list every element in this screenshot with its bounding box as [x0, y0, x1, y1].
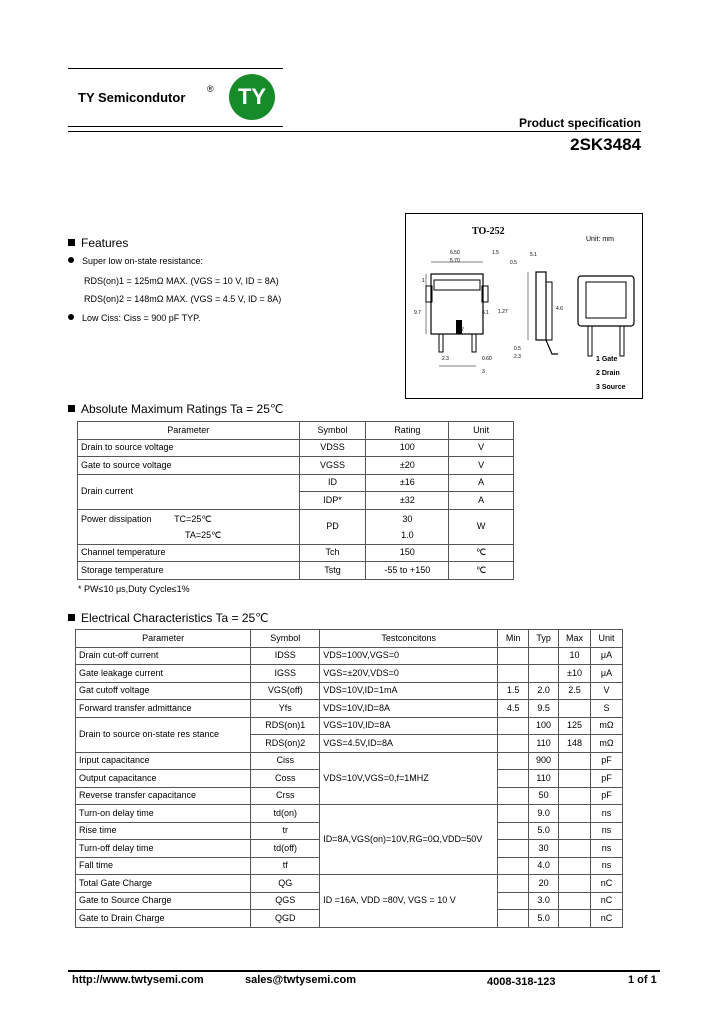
- param-cell: Drain current: [78, 474, 300, 509]
- dim-2-3: 2.3: [442, 356, 449, 362]
- abs-max-heading: Absolute Maximum Ratings Ta = 25℃: [68, 402, 283, 416]
- dim-4-6: 4.6: [556, 306, 563, 312]
- unit-cell: A: [449, 474, 514, 492]
- unit-cell: ℃: [449, 544, 514, 562]
- brand-name: TY Semicondutor: [78, 90, 186, 105]
- typ-cell: 5.0: [529, 910, 559, 928]
- table-row: [76, 805, 623, 823]
- condition-cell: VGS=±20V,VDS=0: [320, 665, 498, 683]
- unit-cell: nC: [591, 875, 623, 893]
- pin-2-drain: 2 Drain: [596, 370, 620, 377]
- min-cell: 4.5: [498, 700, 529, 718]
- col-header: Parameter: [76, 630, 251, 648]
- unit-cell: V: [449, 439, 514, 457]
- pin-3-source: 3 Source: [596, 384, 626, 391]
- dim-5-70: 5.70: [450, 258, 460, 264]
- param-cell: Total Gate Charge: [76, 875, 251, 893]
- bullet-icon: [68, 257, 74, 263]
- unit-cell: μA: [591, 665, 623, 683]
- typ-cell: 5.0: [529, 822, 559, 840]
- symbol-cell: IGSS: [251, 665, 320, 683]
- typ-cell: 9.0: [529, 805, 559, 823]
- unit-cell: ns: [591, 822, 623, 840]
- min-cell: [498, 875, 529, 893]
- max-cell: [559, 752, 591, 770]
- rating-cell: ±32: [366, 492, 449, 510]
- max-cell: [559, 822, 591, 840]
- unit-cell: ns: [591, 840, 623, 858]
- max-cell: 148: [559, 735, 591, 753]
- table-header-row: [78, 422, 514, 440]
- param-cell: Channel temperature: [78, 544, 300, 562]
- table-row: [76, 647, 623, 665]
- pin-label-2: 2: [461, 327, 464, 333]
- col-header: Max: [559, 630, 591, 648]
- max-cell: [559, 805, 591, 823]
- param-cell: Fall time: [76, 857, 251, 875]
- typ-cell: [529, 647, 559, 665]
- min-cell: [498, 805, 529, 823]
- unit-cell: V: [449, 457, 514, 475]
- symbol-cell: tf: [251, 857, 320, 875]
- section-bullet-icon: [68, 614, 75, 621]
- typ-cell: [529, 665, 559, 683]
- min-cell: [498, 717, 529, 735]
- max-cell: 2.5: [559, 682, 591, 700]
- param-cell: Gat cutoff voltage: [76, 682, 251, 700]
- table-header-row: [76, 630, 623, 648]
- dim-2-3-b: 2.3: [514, 354, 521, 360]
- symbol-cell: RDS(on)2: [251, 735, 320, 753]
- symbol-cell: QG: [251, 875, 320, 893]
- min-cell: [498, 787, 529, 805]
- min-cell: [498, 857, 529, 875]
- table-row: [78, 562, 514, 580]
- table-row: [76, 665, 623, 683]
- elec-heading: Electrical Characteristics Ta = 25℃: [68, 611, 269, 625]
- package-drawing: [405, 213, 643, 399]
- typ-cell: 100: [529, 717, 559, 735]
- rating-cell: -55 to +150: [366, 562, 449, 580]
- unit-cell: mΩ: [591, 717, 623, 735]
- param-cell: Rise time: [76, 822, 251, 840]
- features-heading: Features: [68, 236, 128, 250]
- symbol-cell: QGD: [251, 910, 320, 928]
- param-cell: Gate to Drain Charge: [76, 910, 251, 928]
- typ-cell: 110: [529, 735, 559, 753]
- param-cell: Drain cut-off current: [76, 647, 251, 665]
- typ-cell: 9.5: [529, 700, 559, 718]
- param-cell: Turn-on delay time: [76, 805, 251, 823]
- max-cell: [559, 700, 591, 718]
- footer-url: http://www.twtysemi.com: [72, 974, 204, 986]
- symbol-cell: Yfs: [251, 700, 320, 718]
- col-header: Testconcitons: [320, 630, 498, 648]
- typ-cell: 2.0: [529, 682, 559, 700]
- symbol-cell: QGS: [251, 892, 320, 910]
- param-cell: Drain to source voltage: [78, 439, 300, 457]
- footer-rule: [68, 970, 660, 972]
- max-cell: 10: [559, 647, 591, 665]
- max-cell: [559, 857, 591, 875]
- typ-cell: 30: [529, 840, 559, 858]
- product-specification: Product specification: [518, 116, 641, 130]
- section-bullet-icon: [68, 239, 75, 246]
- col-header: Typ: [529, 630, 559, 648]
- pin-label-3: 3: [482, 369, 485, 375]
- condition-cell: ID =16A, VDD =80V, VGS = 10 V: [320, 875, 498, 928]
- symbol-cell: RDS(on)1: [251, 717, 320, 735]
- typ-cell: 900: [529, 752, 559, 770]
- min-cell: 1.5: [498, 682, 529, 700]
- package-name: TO-252: [472, 226, 505, 237]
- condition-cell: VGS=4.5V,ID=8A: [320, 735, 498, 753]
- feature-item-2: Low Ciss: Ciss = 900 pF TYP.: [68, 313, 200, 323]
- param-cell: Gate leakage current: [76, 665, 251, 683]
- dim-6-1: 6.1: [482, 310, 489, 316]
- footer-email: sales@twtysemi.com: [245, 974, 356, 986]
- header-rule-bottom: [68, 126, 283, 127]
- col-header: Symbol: [299, 422, 366, 440]
- table-row: [78, 544, 514, 562]
- symbol-cell: Crss: [251, 787, 320, 805]
- table-row: [76, 682, 623, 700]
- electrical-characteristics-table: [75, 629, 623, 928]
- max-cell: [559, 892, 591, 910]
- table-row: [78, 509, 514, 544]
- symbol-cell: VGS(off): [251, 682, 320, 700]
- condition-cell: ID=8A,VGS(on)=10V,RG=0Ω,VDD=50V: [320, 805, 498, 875]
- typ-cell: 20: [529, 875, 559, 893]
- ty-logo: TY: [229, 74, 275, 120]
- table-row: [76, 752, 623, 770]
- min-cell: [498, 647, 529, 665]
- table-row: [78, 474, 514, 492]
- symbol-cell: tr: [251, 822, 320, 840]
- symbol-cell: td(on): [251, 805, 320, 823]
- unit-cell: nC: [591, 910, 623, 928]
- table-row: [76, 700, 623, 718]
- symbol-cell: Tstg: [299, 562, 366, 580]
- table-row: [76, 717, 623, 735]
- param-cell: Reverse transfer capacitance: [76, 787, 251, 805]
- header-rule-top: [68, 68, 283, 69]
- min-cell: [498, 735, 529, 753]
- dim-5-1: 5.1: [530, 252, 537, 258]
- table-row: [78, 439, 514, 457]
- unit-cell: ns: [591, 857, 623, 875]
- param-cell: Input capacitance: [76, 752, 251, 770]
- unit-cell: pF: [591, 787, 623, 805]
- feature-item-1: Super low on-state resistance:: [68, 256, 203, 266]
- unit-cell: A: [449, 492, 514, 510]
- dim-0-60: 0.60: [482, 356, 492, 362]
- col-header: Parameter: [78, 422, 300, 440]
- symbol-cell: IDSS: [251, 647, 320, 665]
- min-cell: [498, 910, 529, 928]
- typ-cell: 3.0: [529, 892, 559, 910]
- bullet-icon: [68, 314, 74, 320]
- min-cell: [498, 665, 529, 683]
- min-cell: [498, 840, 529, 858]
- symbol-cell: ID: [299, 474, 366, 492]
- registered-mark: ®: [207, 84, 214, 94]
- rating-cell: 100: [366, 439, 449, 457]
- param-cell: Turn-off delay time: [76, 840, 251, 858]
- typ-cell: 4.0: [529, 857, 559, 875]
- col-header: Min: [498, 630, 529, 648]
- symbol-cell: PD: [299, 509, 366, 544]
- param-cell: Power dissipation TC=25℃ TA=25℃: [78, 509, 300, 544]
- col-header: Unit: [591, 630, 623, 648]
- rating-cell: ±16: [366, 474, 449, 492]
- dim-0-5-b: 0.5: [514, 346, 521, 352]
- min-cell: [498, 892, 529, 910]
- rating-cell: 30 1.0: [366, 509, 449, 544]
- param-cell: Gate to source voltage: [78, 457, 300, 475]
- symbol-cell: IDP*: [299, 492, 366, 510]
- col-header: Symbol: [251, 630, 320, 648]
- max-cell: [559, 787, 591, 805]
- rating-cell: 150: [366, 544, 449, 562]
- table-row: [76, 875, 623, 893]
- dim-6-50: 6.50: [450, 250, 460, 256]
- symbol-cell: Ciss: [251, 752, 320, 770]
- param-cell: Gate to Source Charge: [76, 892, 251, 910]
- max-cell: [559, 910, 591, 928]
- dim-1-5: 1.5: [492, 250, 499, 256]
- unit-cell: pF: [591, 770, 623, 788]
- max-cell: ±10: [559, 665, 591, 683]
- table-row: [78, 457, 514, 475]
- unit-cell: pF: [591, 752, 623, 770]
- dim-1-27: 1.27: [498, 309, 508, 315]
- footer-phone: 4008-318-123: [487, 976, 556, 988]
- title-rule: [68, 131, 641, 132]
- dim-0-5-a: 0.5: [510, 260, 517, 266]
- feature-rds1: RDS(on)1 = 125mΩ MAX. (VGS = 10 V, ID = 8A): [84, 276, 279, 286]
- symbol-cell: Coss: [251, 770, 320, 788]
- param-cell: Forward transfer admittance: [76, 700, 251, 718]
- feature-rds2: RDS(on)2 = 148mΩ MAX. (VGS = 4.5 V, ID = 8A): [84, 294, 282, 304]
- section-bullet-icon: [68, 405, 75, 412]
- col-header: Rating: [366, 422, 449, 440]
- unit-cell: S: [591, 700, 623, 718]
- col-header: Unit: [449, 422, 514, 440]
- min-cell: [498, 822, 529, 840]
- abs-max-note: * PW≤10 μs,Duty Cycle≤1%: [78, 584, 190, 594]
- max-cell: 125: [559, 717, 591, 735]
- condition-cell: VDS=10V,ID=1mA: [320, 682, 498, 700]
- unit-cell: μA: [591, 647, 623, 665]
- pin-label-1: 1: [422, 278, 425, 284]
- condition-cell: VDS=100V,VGS=0: [320, 647, 498, 665]
- dim-9-7: 9.7: [414, 310, 421, 316]
- unit-cell: mΩ: [591, 735, 623, 753]
- unit-cell: ns: [591, 805, 623, 823]
- unit-label: Unit: mm: [586, 236, 614, 243]
- max-cell: [559, 875, 591, 893]
- part-number: 2SK3484: [570, 135, 641, 154]
- symbol-cell: VDSS: [299, 439, 366, 457]
- condition-cell: VDS=10V,ID=8A: [320, 700, 498, 718]
- rating-cell: ±20: [366, 457, 449, 475]
- pin-1-gate: 1 Gate: [596, 356, 618, 363]
- unit-cell: W: [449, 509, 514, 544]
- footer-page: 1 of 1: [628, 974, 657, 986]
- abs-max-table: [77, 421, 514, 580]
- condition-cell: VDS=10V,VGS=0,f=1MHZ: [320, 752, 498, 805]
- symbol-cell: VGSS: [299, 457, 366, 475]
- typ-cell: 110: [529, 770, 559, 788]
- min-cell: [498, 770, 529, 788]
- condition-cell: VGS=10V,ID=8A: [320, 717, 498, 735]
- max-cell: [559, 770, 591, 788]
- param-cell: Storage temperature: [78, 562, 300, 580]
- symbol-cell: td(off): [251, 840, 320, 858]
- unit-cell: nC: [591, 892, 623, 910]
- max-cell: [559, 840, 591, 858]
- param-cell: Output capacitance: [76, 770, 251, 788]
- typ-cell: 50: [529, 787, 559, 805]
- unit-cell: V: [591, 682, 623, 700]
- unit-cell: ℃: [449, 562, 514, 580]
- min-cell: [498, 752, 529, 770]
- param-cell: Drain to source on-state res stance: [76, 717, 251, 752]
- symbol-cell: Tch: [299, 544, 366, 562]
